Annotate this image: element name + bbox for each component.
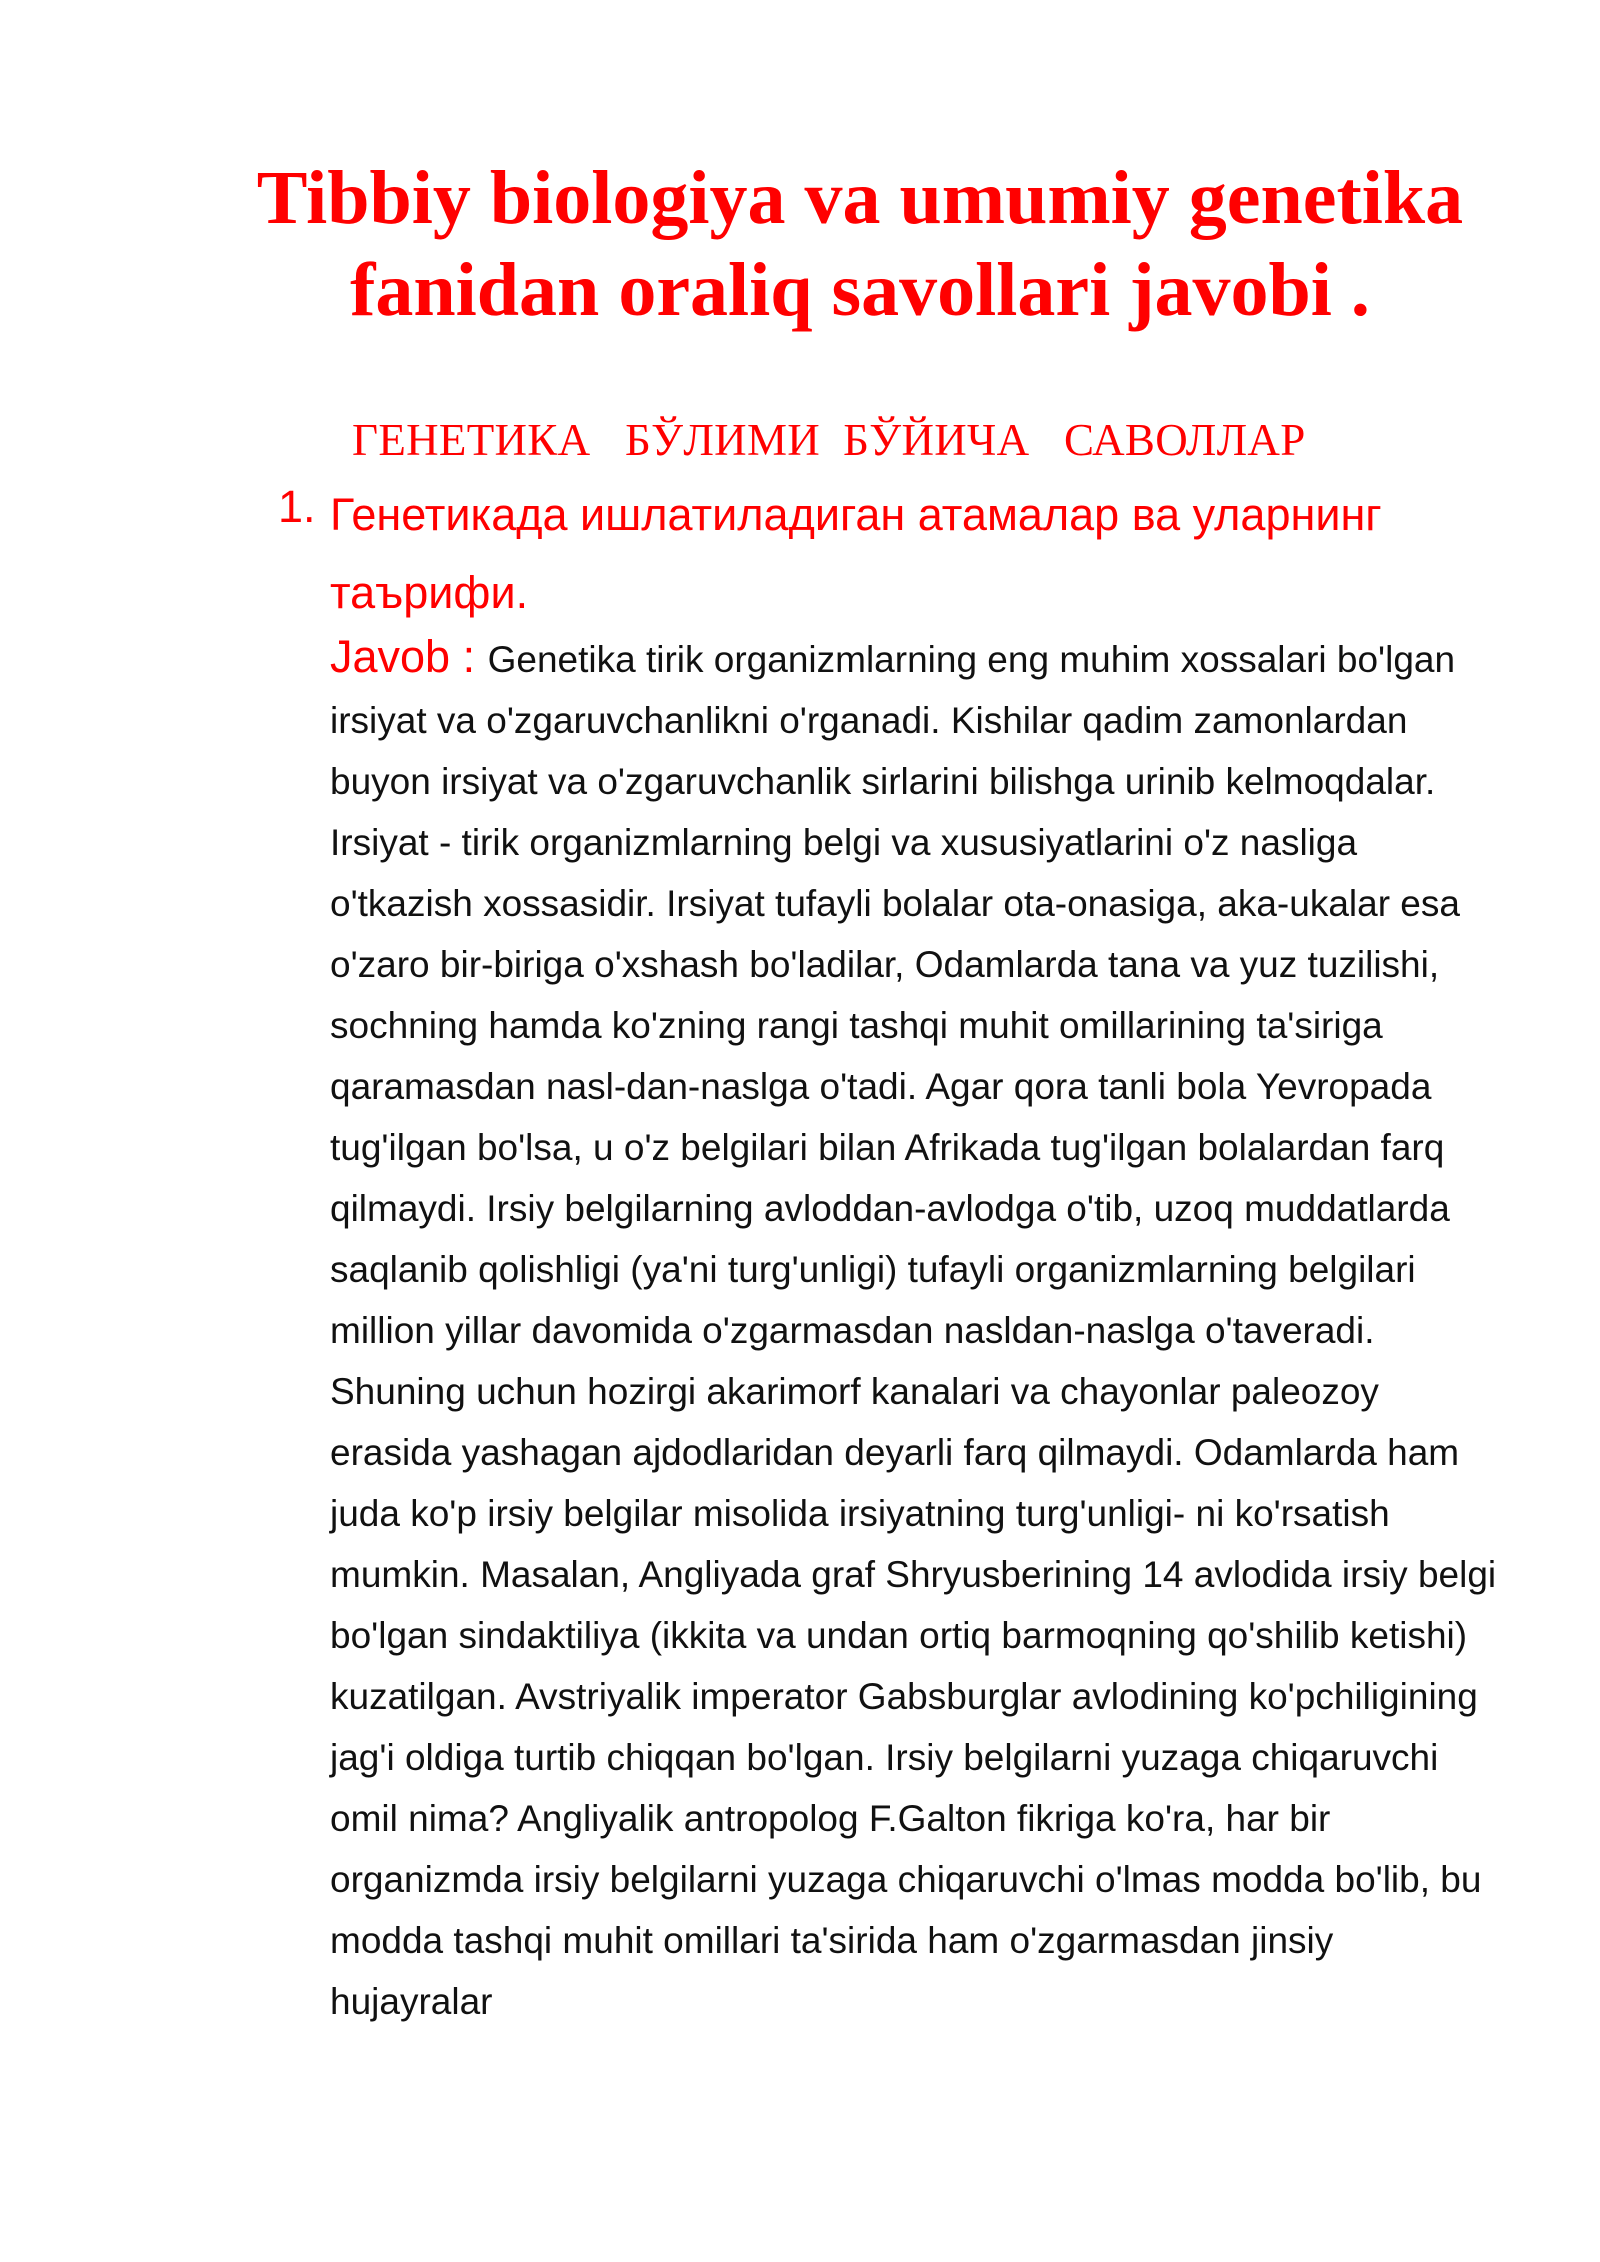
- title-line-1: Tibbiy biologiya va umumiy genetika: [256, 156, 1464, 240]
- document-title: [150, 152, 1570, 336]
- section-heading: ГЕНЕТИКА БЎЛИМИ БЎЙИЧА САВОЛЛАР: [352, 415, 1306, 465]
- answer-paragraph: [330, 626, 1505, 2032]
- question-text: Генетикада ишлатиладиган атамалар ва уларнинг таърифи.: [330, 489, 1382, 618]
- answer-text: Genetika tirik organizmlarning eng muhim xossalari bo'lgan irsiyat va o'zgaruvchanlikni o'rganadi. Kishilar qadim zamonlardan buyon irsiyat va o'zgaruvchanlik sirlarini bilishga urinib kelmoqdalar. Irsiyat - tirik organizmlarning belgi va xususiyatlarini o'z nasliga o'tkazish xossasidir. Irsiyat tufayli bolalar ota-onasiga, aka-ukalar esa o'zaro bir-biriga o'xshash bo'ladilar, Odamlarda tana va yuz tuzilishi, sochning hamda ko'zning rangi tashqi muhit omillarining ta'siriga qaramasdan nasl-dan-naslga o'tadi. Agar qora tanli bola Yevropada tug'ilgan bo'lsa, u o'z belgilari bilan Afrikada tug'ilgan bolalardan farq qilmaydi. Irsiy belgilarning avloddan-avlodga o'tib, uzoq muddatlarda saqlanib qolishligi (ya'ni turg'unligi) tufayli organizmlarning belgilari million yillar davomida o'zgarmasdan nasldan-naslga o'taveradi. Shuning uchun hozirgi akarimorf kanalari va chayonlar paleozoy erasida yashagan ajdodlaridan deyarli farq qilmaydi. Odamlarda ham juda ko'p irsiy belgilar misolida irsiyatning turg'unligi- ni ko'rsatish mumkin. Masalan, Angliyada graf Shryusberining 14 avlodida irsiy belgi bo'lgan sindaktiliya (ikkita va undan ortiq barmoqning qo'shilib ketishi) kuzatilgan. Avstriyalik imperator Gabsburglar avlodining ko'pchiligining jag'i oldiga turtib chiqqan bo'lgan. Irsiy belgilarni yuzaga chiqaruvchi omil nima? Angliyalik antropolog F.Galton fikriga ko'ra, har bir organizmda irsiy belgilarni yuzaga chiqaruvchi o'lmas modda bo'lib, bu modda tashqi muhit omillari ta'sirida ham o'zgarmasdan jinsiy hujayralar: [330, 639, 1497, 2022]
- question-number: 1.: [278, 481, 316, 532]
- title-line-2: fanidan oraliq savollari javobi .: [350, 248, 1370, 332]
- answer-label: Javob :: [330, 631, 488, 682]
